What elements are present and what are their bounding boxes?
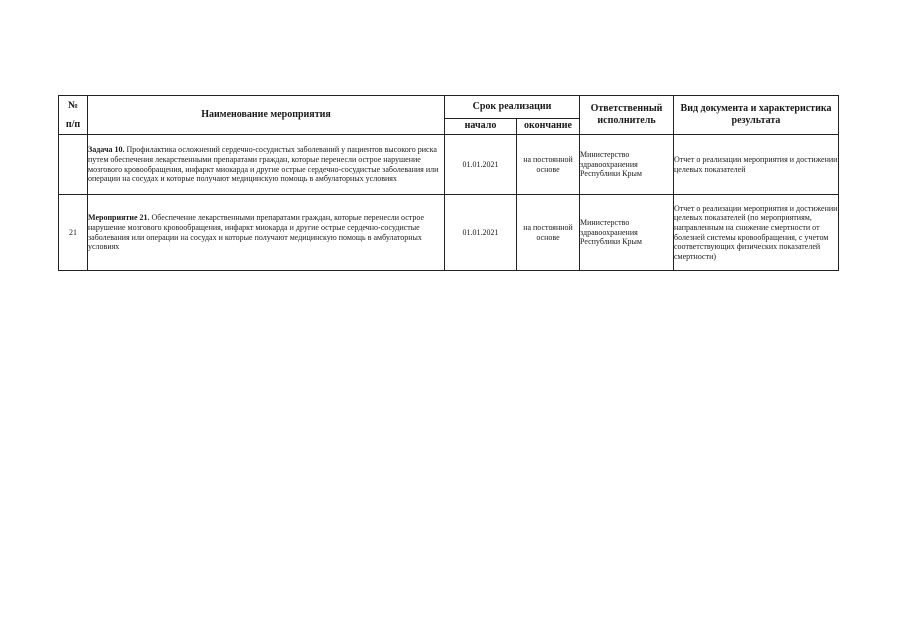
row-end: на постоянной основе [517, 135, 580, 195]
row-end: на постоянной основе [517, 195, 580, 271]
row-title-bold: Мероприятие 21. [88, 213, 150, 223]
row-title [88, 195, 445, 271]
row-title [88, 135, 445, 195]
header-number-sub: п/п [65, 119, 81, 130]
row-number: 21 [59, 195, 88, 271]
header-start: начало [445, 118, 517, 134]
row-start: 01.01.2021 [445, 135, 517, 195]
row-title-text: Обеспечение лекарственными препаратами граждан, которые перенесли острое нарушение мозгового кровообращения, инфаркт миокарда и другие острые сердечно-сосудистые заболевания или операции на сосудах и которые получают медицинскую помощь в амбулаторных условиях [88, 213, 425, 252]
row-title-bold: Задача 10. [88, 145, 125, 155]
row-executor: Министерство здравоохранения Республики Крым [580, 195, 674, 271]
header-name: Наименование мероприятия [88, 96, 445, 135]
table-row [59, 195, 839, 271]
row-result: Отчет о реализации мероприятия и достижении целевых показателей (по мероприятиям, направленным на снижение смертности от болезней системы кровообращения, с учетом соответствующих физических показателей смертности) [674, 195, 839, 271]
row-executor: Министерство здравоохранения Республики Крым [580, 135, 674, 195]
header-number-symbol: № [67, 100, 79, 111]
row-result: Отчет о реализации мероприятия и достижении целевых показателей [674, 135, 839, 195]
header-executor: Ответственный исполнитель [580, 96, 674, 135]
table-row [59, 135, 839, 195]
header-period: Срок реализации [445, 96, 580, 119]
measures-table [58, 95, 839, 271]
row-title-text: Профилактика осложнений сердечно-сосудистых заболеваний у пациентов высокого риска путем обеспечения лекарственными препаратами граждан, которые перенесли острое нарушение мозгового кровообращения, инфаркт миокарда и другие острые сердечно-сосудистые заболевания или операции на сосудах и которые получают медицинскую помощь в амбулаторных условиях [88, 145, 439, 184]
header-number [59, 96, 88, 135]
row-number [59, 135, 88, 195]
row-start: 01.01.2021 [445, 195, 517, 271]
header-result: Вид документа и характеристика результата [674, 96, 839, 135]
header-end: окончание [517, 118, 580, 134]
